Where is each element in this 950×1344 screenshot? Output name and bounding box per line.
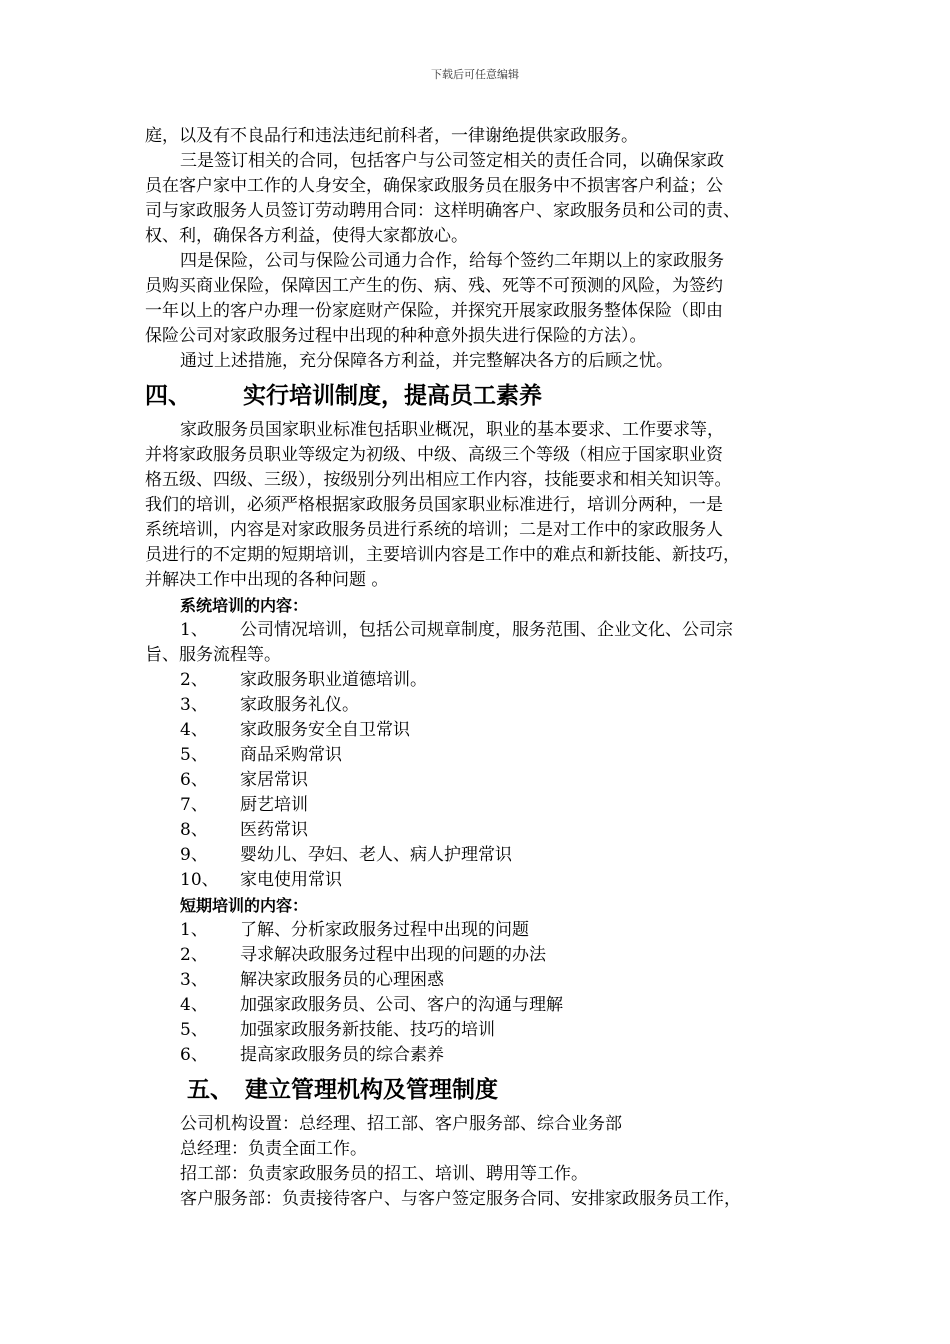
list-number: 5、 <box>180 745 208 765</box>
list-item <box>145 743 820 768</box>
paragraph-line: 并将家政服务员职业等级定为初级、中级、高级三个等级（相应于国家职业资 <box>145 445 723 465</box>
list-number: 9、 <box>180 845 208 865</box>
system-training-title: 系统培训的内容： <box>180 596 309 615</box>
paragraph-contracts <box>145 149 820 249</box>
short-training-title: 短期培训的内容： <box>180 896 309 915</box>
paragraph-line: 员在客户家中工作的人身安全，确保家政服务员在服务中不损害客户利益；公 <box>145 176 723 196</box>
list-text: 家政服务职业道德培训。 <box>240 670 427 690</box>
list-number: 10、 <box>180 870 219 890</box>
list-item <box>145 968 820 993</box>
paragraph-line: 三是签订相关的合同，包括客户与公司签定相关的责任合同，以确保家政 <box>180 151 724 171</box>
list-item-continuation: 旨、服务流程等。 <box>145 645 281 665</box>
list-text: 加强家政服务新技能、技巧的培训 <box>240 1020 495 1040</box>
list-item <box>145 768 820 793</box>
list-item <box>145 918 820 943</box>
short-training-list <box>145 918 820 1068</box>
section-title: 建立管理机构及管理制度 <box>245 1077 498 1103</box>
list-text: 婴幼儿、孕妇、老人、病人护理常识 <box>240 845 512 865</box>
list-item <box>145 693 820 718</box>
list-number: 6、 <box>180 1045 208 1065</box>
list-number: 6、 <box>180 770 208 790</box>
list-item <box>145 943 820 968</box>
list-text: 家居常识 <box>240 770 308 790</box>
system-training-list <box>145 618 820 893</box>
list-number: 7、 <box>180 795 208 815</box>
list-item <box>145 1043 820 1068</box>
list-number: 8、 <box>180 820 208 840</box>
list-item <box>145 718 820 743</box>
list-text: 寻求解决政服务过程中出现的问题的办法 <box>240 945 546 965</box>
intro-line: 庭，以及有不良品行和违法违纪前科者，一律谢绝提供家政服务。 <box>145 126 638 146</box>
paragraph-line: 公司机构设置：总经理、招工部、客户服务部、综合业务部 <box>180 1114 622 1134</box>
section-number: 五、 <box>187 1077 233 1103</box>
paragraph-line: 员购买商业保险，保障因工产生的伤、病、残、死等不可预测的风险，为签约 <box>145 276 723 296</box>
list-item <box>145 618 820 643</box>
section-title: 实行培训制度，提高员工素养 <box>243 383 542 409</box>
list-text: 家电使用常识 <box>240 870 342 890</box>
paragraph-line: 招工部：负责家政服务员的招工、培训、聘用等工作。 <box>180 1164 588 1184</box>
paragraph-line: 我们的培训，必须严格根据家政服务员国家职业标准进行，培训分两种，一是 <box>145 495 723 515</box>
paragraph-line: 家政服务员国家职业标准包括职业概况，职业的基本要求、工作要求等， <box>180 420 724 440</box>
list-text: 家政服务安全自卫常识 <box>240 720 410 740</box>
list-item <box>145 868 820 893</box>
paragraph-line: 总经理：负责全面工作。 <box>180 1139 367 1159</box>
paragraph-training <box>145 418 820 593</box>
list-text: 商品采购常识 <box>240 745 342 765</box>
paragraph-line: 四是保险，公司与保险公司通力合作，给每个签约二年期以上的家政服务 <box>180 251 724 271</box>
list-number: 3、 <box>180 695 208 715</box>
section-number: 四、 <box>145 383 191 409</box>
paragraph-line: 系统培训，内容是对家政服务员进行系统的培训；二是对工作中的家政服务人 <box>145 520 723 540</box>
list-number: 1、 <box>180 620 208 640</box>
document-body <box>145 124 820 1212</box>
paragraph-line: 司与家政服务人员签订劳动聘用合同：这样明确客户、家政服务员和公司的责、 <box>145 201 740 221</box>
management-structure <box>145 1112 820 1212</box>
paragraph-line: 并解决工作中出现的各种问题 。 <box>145 570 389 590</box>
paragraph-summary: 通过上述措施，充分保障各方利益，并完整解决各方的后顾之忧。 <box>180 351 673 371</box>
list-number: 1、 <box>180 920 208 940</box>
list-text: 解决家政服务员的心理困惑 <box>240 970 444 990</box>
list-item <box>145 1018 820 1043</box>
list-item <box>145 993 820 1018</box>
list-number: 5、 <box>180 1020 208 1040</box>
list-item <box>145 818 820 843</box>
list-text: 家政服务礼仪。 <box>240 695 359 715</box>
section-heading-5 <box>145 1070 820 1110</box>
list-text: 厨艺培训 <box>240 795 308 815</box>
list-item <box>145 793 820 818</box>
list-text: 公司情况培训，包括公司规章制度，服务范围、企业文化、公司宗 <box>240 620 733 640</box>
list-text: 了解、分析家政服务过程中出现的问题 <box>240 920 529 940</box>
section-heading-4 <box>145 376 820 416</box>
list-number: 4、 <box>180 995 208 1015</box>
paragraph-line: 客户服务部：负责接待客户、与客户签定服务合同、安排家政服务员工作， <box>180 1189 741 1209</box>
paragraph-line: 权、利，确保各方利益，使得大家都放心。 <box>145 226 468 246</box>
list-text: 医药常识 <box>240 820 308 840</box>
list-number: 4、 <box>180 720 208 740</box>
list-item <box>145 843 820 868</box>
paragraph-line: 保险公司对家政服务过程中出现的种种意外损失进行保险的方法）。 <box>145 326 647 346</box>
paragraph-line: 员进行的不定期的短期培训，主要培训内容是工作中的难点和新技能、新技巧， <box>145 545 740 565</box>
list-number: 3、 <box>180 970 208 990</box>
page-header: 下载后可任意编辑 <box>431 68 519 81</box>
list-text: 提高家政服务员的综合素养 <box>240 1045 444 1065</box>
list-item <box>145 668 820 693</box>
paragraph-line: 格五级、四级、三级），按级别分列出相应工作内容，技能要求和相关知识等。 <box>145 470 732 490</box>
paragraph-line: 一年以上的客户办理一份家庭财产保险，并探究开展家政服务整体保险（即由 <box>145 301 723 321</box>
paragraph-insurance <box>145 249 820 349</box>
list-text: 加强家政服务员、公司、客户的沟通与理解 <box>240 995 563 1015</box>
list-number: 2、 <box>180 945 208 965</box>
list-number: 2、 <box>180 670 208 690</box>
